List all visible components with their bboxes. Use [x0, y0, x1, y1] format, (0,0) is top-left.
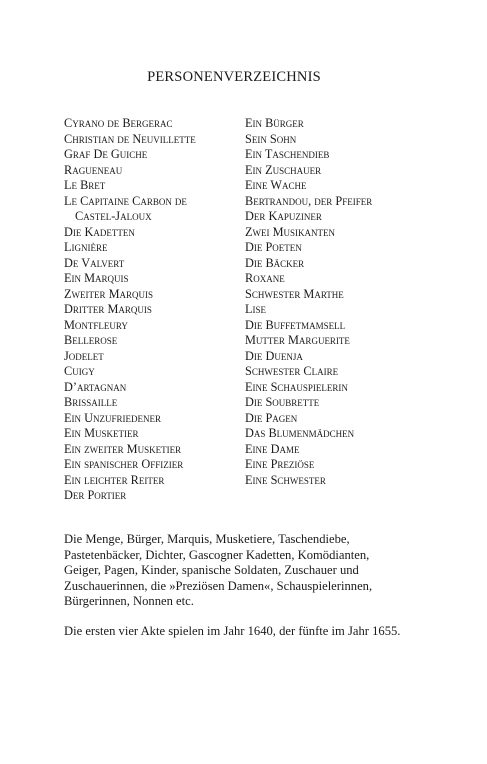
- cast-entry: Brissaille: [64, 395, 118, 409]
- cast-entry: Ein Marquis: [64, 271, 129, 285]
- cast-entry: Mutter Marguerite: [245, 333, 350, 347]
- cast-entry: Montfleury: [64, 317, 128, 332]
- cast-entry: Lignière: [64, 240, 108, 254]
- cast-entry: Die Pagen: [245, 410, 298, 425]
- cast-entry: Die Duenja: [245, 348, 303, 363]
- setting-paragraph: Die ersten vier Akte spielen im Jahr 1640, der fünfte im Jahr 1655.: [64, 624, 401, 638]
- cast-entry: Die Bäcker: [245, 255, 305, 270]
- cast-entry: Ragueneau: [64, 162, 123, 177]
- cast-entry: Graf De Guiche: [64, 147, 148, 161]
- cast-entry: Eine Dame: [245, 441, 300, 456]
- cast-entry: Jodelet: [64, 348, 104, 363]
- cast-entry: Die Soubrette: [245, 395, 320, 409]
- cast-entry: Dritter Marquis: [64, 302, 152, 316]
- cast-entry: Ein leichter Reiter: [64, 472, 165, 487]
- cast-entry: Zwei Musikanten: [245, 224, 336, 239]
- cast-entry: Bertrandou, der Pfeifer: [245, 193, 373, 208]
- cast-list-left: [64, 116, 240, 504]
- cast-entry: Ein Bürger: [245, 116, 304, 130]
- cast-entry: Schwester Marthe: [245, 286, 344, 301]
- cast-entry: Lise: [245, 302, 267, 316]
- cast-entry: Zweiter Marquis: [64, 286, 154, 301]
- cast-entry: Der Portier: [64, 488, 127, 502]
- cast-entry: Die Buffetmamsell: [245, 317, 346, 332]
- cast-entry: Sein Sohn: [245, 131, 297, 146]
- cast-entry: Le Capitaine Carbon de: [64, 193, 187, 208]
- cast-entry: Eine Preziöse: [245, 457, 315, 471]
- cast-entry: Ein Unzufriedener: [64, 410, 161, 425]
- cast-entry: Eine Wache: [245, 178, 307, 192]
- cast-entry: Christian de Neuvillette: [64, 131, 196, 146]
- cast-entry: Der Kapuziner: [245, 209, 322, 223]
- crowd-paragraph: Die Menge, Bürger, Marquis, Musketiere, Taschendiebe, Pastetenbäcker, Dichter, Gascogner Kadetten, Komödianten, Geiger, Pagen, Kinder, spanische Soldaten, Zuschauer und Zuschauerinnen, die »Preziösen Damen«, Schauspielerinnen, Bürgerinnen, Nonnen etc.: [64, 532, 373, 609]
- page-title: PERSONENVERZEICHNIS: [147, 69, 321, 85]
- cast-entry: Cyrano de Bergerac: [64, 116, 173, 130]
- cast-entry: Le Bret: [64, 178, 106, 192]
- cast-entry: Ein spanischer Offizier: [64, 457, 184, 471]
- cast-entry: Roxane: [245, 271, 285, 285]
- cast-entry: Eine Schauspielerin: [245, 379, 348, 394]
- cast-entry: Ein Zuschauer: [245, 162, 322, 177]
- cast-entry: Das Blumenmädchen: [245, 426, 355, 440]
- cast-entry: D’artagnan: [64, 379, 127, 394]
- cast-entry: Bellerose: [64, 333, 118, 347]
- cast-entry: Schwester Claire: [245, 364, 339, 378]
- cast-entry: Ein zweiter Musketier: [64, 441, 182, 456]
- cast-list-right: [245, 116, 425, 488]
- cast-entry: Ein Taschendieb: [245, 147, 330, 161]
- cast-entry: Die Poeten: [245, 240, 302, 254]
- cast-entry-continuation: Castel-Jaloux: [75, 209, 152, 223]
- cast-entry: Ein Musketier: [64, 426, 139, 440]
- cast-entry: Eine Schwester: [245, 472, 326, 487]
- cast-entry: Cuigy: [64, 364, 95, 378]
- cast-entry: Die Kadetten: [64, 224, 135, 239]
- cast-entry: De Valvert: [64, 255, 125, 270]
